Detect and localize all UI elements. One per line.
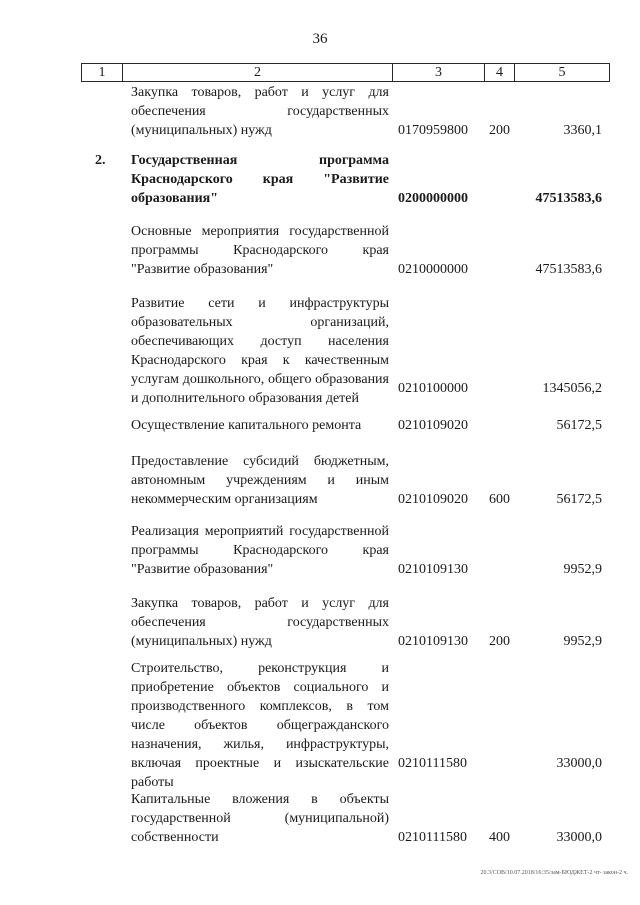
column-header-4: 4 [484, 64, 514, 81]
row-target-code: 0210109020 [398, 492, 468, 507]
row-amount: 9952,9 [563, 634, 602, 649]
document-footer-code: 20.3/СОВ/10.07.2018/16:35/зам-БЮДЖЕТ-2 чт- закон-2 ч. [480, 870, 628, 876]
row-target-code: 0210109130 [398, 634, 468, 649]
row-name: Капитальные вложения в объекты государственной (муниципальной) собственности [131, 792, 389, 845]
row-amount: 3360,1 [563, 123, 602, 138]
row-amount: 56172,5 [556, 492, 602, 507]
row-amount: 33000,0 [556, 756, 602, 771]
column-header-5: 5 [514, 64, 609, 81]
row-name: Строительство, реконструкция и приобретение объектов социального и производственного комплексов, в том числе объектов общегражданского назначения, жилья, инфраструктуры, включая проектные и изыскательские работы [131, 661, 389, 790]
row-expense-type: 600 [489, 492, 510, 507]
row-expense-type: 200 [489, 123, 510, 138]
row-target-code: 0210111580 [398, 830, 467, 845]
row-expense-type: 400 [489, 830, 510, 845]
row-expense-type: 200 [489, 634, 510, 649]
row-target-code: 0210000000 [398, 262, 468, 277]
row-name: Закупка товаров, работ и услуг для обеспечения государственных (муниципальных) нужд [131, 85, 389, 138]
row-target-code: 0210109020 [398, 418, 468, 433]
row-number: 2. [95, 153, 106, 168]
row-name: Закупка товаров, работ и услуг для обеспечения государственных (муниципальных) нужд [131, 596, 389, 649]
row-target-code: 0210100000 [398, 381, 468, 396]
column-header-3: 3 [392, 64, 484, 81]
column-header-2: 2 [122, 64, 392, 81]
row-target-code: 0200000000 [398, 191, 468, 206]
row-amount: 33000,0 [556, 830, 602, 845]
row-amount: 1345056,2 [542, 381, 602, 396]
row-name: Осуществление капитального ремонта [131, 418, 362, 433]
column-header-row [81, 63, 610, 82]
column-header-1: 1 [98, 65, 106, 80]
row-target-code: 0210111580 [398, 756, 467, 771]
row-target-code: 0210109130 [398, 562, 468, 577]
row-name: Государственная программа Краснодарского края "Развитие образования" [131, 153, 389, 206]
row-name: Реализация мероприятий государственной программы Краснодарского края "Развитие образования" [131, 524, 389, 577]
row-amount: 9952,9 [563, 562, 602, 577]
row-name: Предоставление субсидий бюджетным, автономным учреждениям и иным некоммерческим организациям [131, 454, 389, 507]
page-number: 36 [312, 31, 328, 47]
row-amount: 47513583,6 [535, 191, 602, 206]
row-amount: 56172,5 [556, 418, 602, 433]
row-amount: 47513583,6 [535, 262, 602, 277]
row-target-code: 0170959800 [398, 123, 468, 138]
row-name: Развитие сети и инфраструктуры образовательных организаций, обеспечивающих доступ населения Краснодарского края к качественным услугам дошкольного, общего образования и дополнительного образования детей [131, 296, 389, 406]
row-name: Основные мероприятия государственной программы Краснодарского края "Развитие образования" [131, 224, 389, 277]
